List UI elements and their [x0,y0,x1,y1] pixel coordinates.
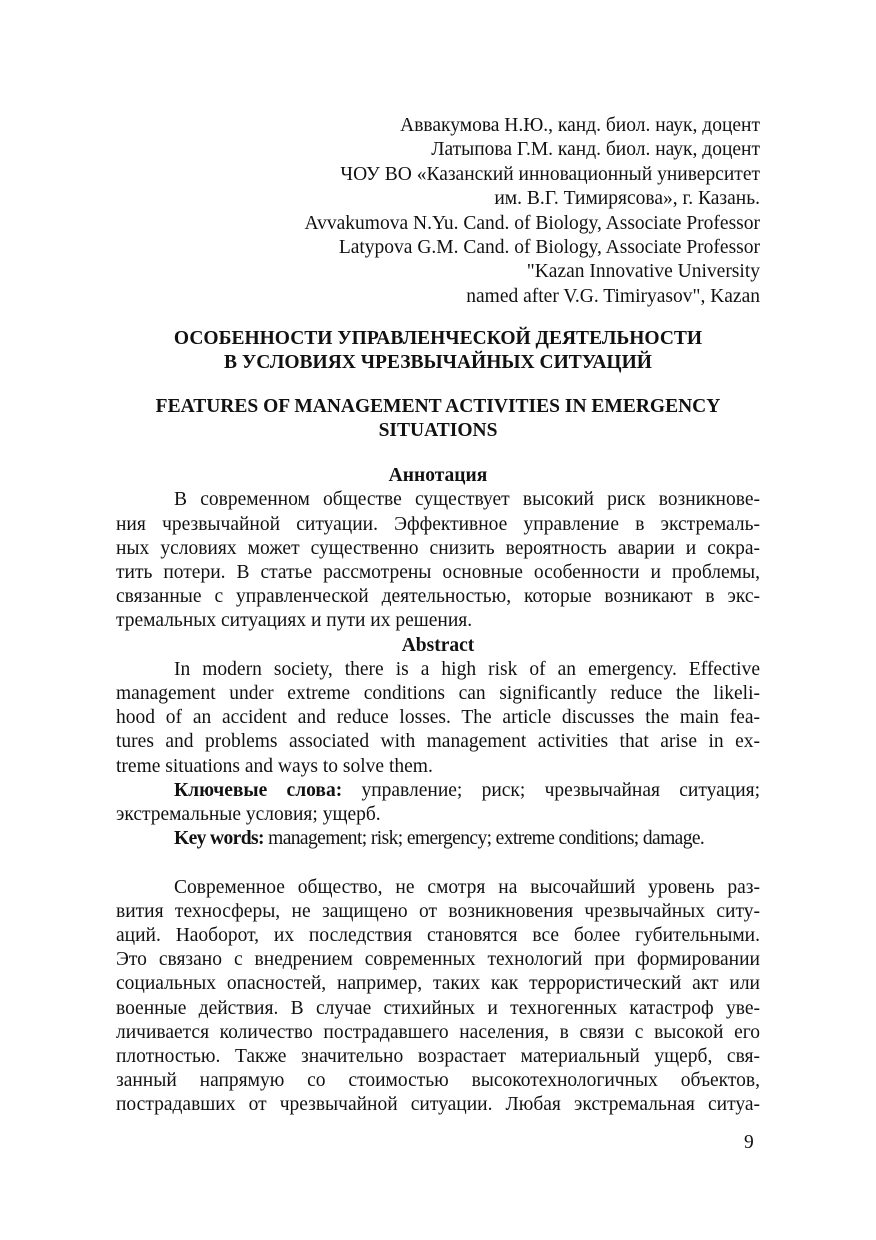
annotation-heading: Аннотация [388,465,488,487]
title-line: В УСЛОВИЯХ ЧРЕЗВЫЧАЙНЫХ СИТУАЦИЙ [224,352,652,374]
text-line: занный напрямую со стоимостью высокотехнологичных объектов, [116,1070,760,1092]
keywords-label: Key words: [174,828,264,850]
text-line: аций. Наоборот, их последствия становятся все более губительными. [116,924,760,946]
text-line: тить потери. В статье рассмотрены основные особенности и проблемы, [116,562,760,584]
text-line [116,779,760,803]
text-line: плотностью. Также значительно возрастает материальный ущерб, свя- [116,1045,760,1067]
keywords-value: управление; риск; чрезвычайная ситуация; [361,779,761,801]
text-line: пострадавших от чрезвычайной ситуации. Любая экстремальная ситуа- [116,1094,760,1116]
page-content [116,114,760,1118]
text-line: Современное общество, не смотря на высочайший уровень раз- [174,876,760,898]
text-line: ния чрезвычайной ситуации. Эффективное управление в экстремаль- [116,513,760,535]
author-line: Avvakumova N.Yu. Cand. of Biology, Associate Professor [304,212,760,234]
text-line: tures and problems associated with management activities that arise in ex- [116,731,760,753]
author-line: "Kazan Innovative University [526,261,760,283]
page-number: 9 [744,1132,754,1153]
text-line: социальных опасностей, например, таких как террористический акт или [116,973,760,995]
text-line: тремальных ситуациях и пути их решения. [116,610,473,632]
text-line: treme situations and ways to solve them. [116,755,433,777]
keywords-russian [116,779,760,827]
keywords-label: Ключевые слова: [174,779,343,801]
text-line: Это связано с внедрением современных технологий при формировании [116,949,760,971]
title-russian [116,327,760,375]
text-line: hood of an accident and reduce losses. The article discusses the main fea- [116,707,760,729]
text-line: вития техносферы, не защищено от возникновения чрезвычайных ситу- [116,900,760,922]
text-line: военные действия. В случае стихийных и техногенных катастроф уве- [116,997,760,1019]
author-line: named after V.G. Timiryasov", Kazan [466,285,760,307]
body-text [116,876,760,1118]
author-line: им. В.Г. Тимирясова», г. Казань. [494,188,760,210]
author-line: Аввакумова Н.Ю., канд. биол. наук, доцент [400,115,760,136]
title-english [116,395,760,443]
text-line: ных условиях может существенно снизить вероятность аварии и сокра- [116,537,760,559]
text-line: личивается количество пострадавшего населения, в связи с высокой его [116,1021,760,1043]
abstract-heading: Abstract [401,634,475,656]
keywords-value: management; risk; emergency; extreme conditions; damage. [268,828,705,850]
text-line [116,827,760,851]
text-line: В современном обществе существует высокий риск возникнове- [174,489,760,511]
title-line: ОСОБЕННОСТИ УПРАВЛЕНЧЕСКОЙ ДЕЯТЕЛЬНОСТИ [173,328,703,350]
author-line: ЧОУ ВО «Казанский инновационный университет [340,163,760,185]
author-line: Латыпова Г.М. канд. биол. наук, доцент [431,139,760,161]
text-line: management under extreme conditions can significantly reduce the likeli- [116,683,760,705]
text-line: In modern society, there is a high risk of an emergency. Effective [174,658,760,680]
title-line: FEATURES OF MANAGEMENT ACTIVITIES IN EMERGENCY [155,396,721,418]
keywords-english [116,827,760,851]
author-line: Latypova G.M. Cand. of Biology, Associate Professor [338,237,760,259]
annotation-text [116,488,760,633]
text-line: связанные с управленческой деятельностью, которые возникают в экс- [116,586,760,608]
author-block [116,114,760,309]
title-line: SITUATIONS [378,420,498,442]
abstract-text [116,658,760,779]
text-line: экстремальные условия; ущерб. [116,804,381,826]
